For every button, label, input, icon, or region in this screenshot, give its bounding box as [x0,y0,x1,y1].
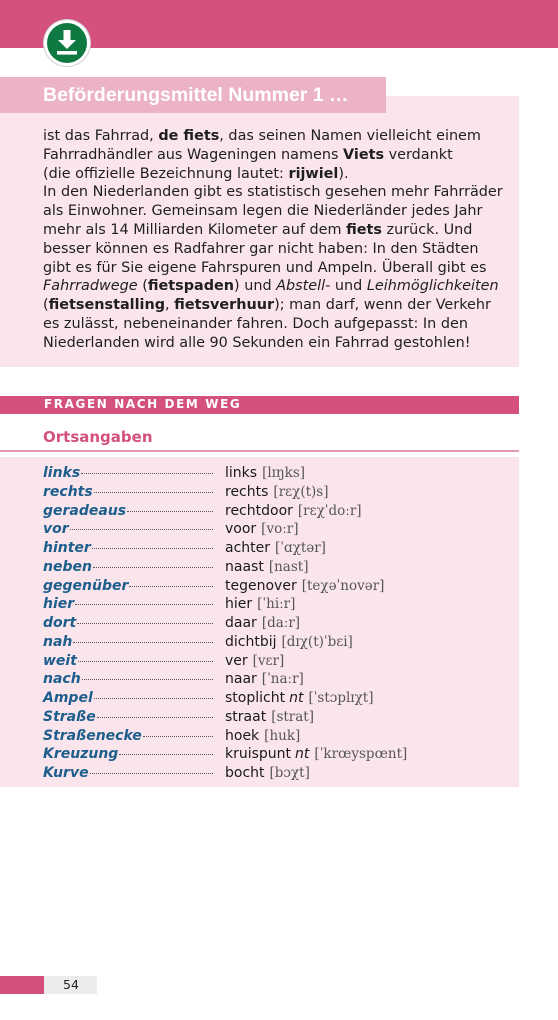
dot-leader [92,548,213,549]
dutch-cell [225,634,353,650]
german-word: dort [43,615,77,631]
german-cell [43,765,215,781]
dutch-cell [225,728,300,744]
vocab-row [43,728,513,747]
dutch-term: Viets [343,146,385,163]
vocab-row [43,690,513,709]
vocabulary-list [43,465,513,784]
dot-leader [77,623,213,624]
vocab-row [43,765,513,784]
page-number-bar [0,976,44,994]
text-run: ist das Fahrrad, [43,128,159,144]
vocab-row [43,578,513,597]
dutch-cell [225,521,298,537]
dot-leader [127,511,213,512]
dutch-cell [225,653,284,669]
vocab-row [43,540,513,559]
text-run: , das seinen Namen vielleicht einem Fahrradhändler aus Wageningen namens [43,128,481,163]
dutch-cell [225,746,407,762]
dutch-word: tegenover [225,577,297,594]
german-cell [43,709,215,725]
text-run: ) und [234,278,277,295]
dutch-word: hier [225,596,253,613]
page-number-box [44,976,97,994]
dutch-word: ver [225,652,248,669]
dutch-cell [225,709,314,725]
dot-leader [78,661,213,662]
german-word: nah [43,633,73,650]
german-cell [43,465,215,481]
vocab-row [43,596,513,615]
title-bar-extension [386,96,519,113]
dot-leader [81,473,213,474]
pronunciation: [rɛχˈdoːr] [297,502,362,519]
german-word: Straße [43,708,96,725]
dutch-term: rijwiel [288,165,339,182]
dutch-term: de fiets [158,128,220,144]
vocab-row [43,709,513,728]
dot-leader [97,717,213,718]
info-paragraph [43,127,508,183]
dot-leader [94,492,213,493]
german-cell [43,728,215,744]
vocab-row [43,559,513,578]
german-word: Kurve [43,765,89,781]
dutch-cell [225,690,374,706]
page-number: 54 [63,977,79,992]
pronunciation: [ˈhiːr] [257,596,296,613]
vocab-row [43,465,513,484]
vocab-row [43,746,513,765]
subheading: Ortsangaben [43,428,153,446]
pronunciation: [vɛr] [252,652,285,669]
dutch-term: fiets [346,221,382,238]
dutch-cell [225,671,304,687]
vocab-row [43,634,513,653]
text-run: , [165,297,175,314]
text-run: - und [325,278,367,295]
german-cell [43,690,215,706]
subheading-rule [0,450,519,452]
vocab-row [43,521,513,540]
dutch-word: naar [225,671,257,688]
box-title: Beförderungsmittel Nummer 1 … [43,84,349,106]
vocab-row [43,503,513,522]
german-word: Straßenecke [43,727,142,744]
dutch-word: straat [225,708,267,725]
download-badge[interactable] [44,20,90,66]
pronunciation: [ˈkrœyspœnt] [314,746,408,763]
dutch-cell [225,540,326,556]
dutch-cell [225,578,384,594]
german-cell [43,540,215,556]
dutch-cell [225,765,310,781]
section-header: FRAGEN NACH DEM WEG [44,397,242,411]
german-cell [43,503,215,519]
pronunciation: [ˈnaːr] [261,671,304,688]
dot-leader [73,642,213,643]
dutch-word: rechts [225,483,269,500]
pronunciation: [ˈɑχtər] [275,540,326,556]
german-word: gegenüber [43,577,129,594]
german-word: Ampel [43,690,93,706]
pronunciation: [rɛχ(t)s] [273,483,329,500]
dutch-word: dichtbij [225,633,277,650]
pronunciation: [teχəˈnovər] [301,577,385,594]
pronunciation: [daːr] [261,615,301,631]
text-run: zurück. Und besser können es Radfahrer gar nicht haben: In den Städten gibt es für Sie eigene Fahrspuren und Ampeln. Überall gibt es [43,221,487,276]
text-run: ( [137,278,148,295]
dot-leader [75,604,213,605]
german-term: Leihmöglichkeiten [366,278,499,295]
pronunciation: [dɪχ(t)ˈbɛi] [281,633,353,650]
pronunciation: [huk] [264,727,301,744]
vocab-row [43,653,513,672]
german-cell [43,746,215,762]
section-header-bar [0,396,519,414]
german-term: Fahrradwege [43,278,138,295]
info-text [43,127,508,353]
german-word: rechts [43,483,93,500]
german-word: geradeaus [43,502,127,519]
dutch-word: bocht [225,765,265,781]
dutch-word: daar [225,615,257,631]
dutch-word: links [225,465,258,481]
dutch-word: achter [225,540,271,556]
text-run: In den Niederlanden gibt es statistisch gesehen mehr Fahrräder als Einwohner. Gemeinsam legen die Niederländer jedes Jahr mehr als 14 Milliarden Kilometer auf dem [43,184,503,238]
text-run: ( [43,297,49,314]
dutch-word: stoplicht [225,690,286,706]
download-arrow-icon [44,20,90,66]
german-word: weit [43,652,77,669]
german-cell [43,484,215,500]
dot-leader [94,698,213,699]
german-cell [43,559,215,575]
pronunciation: [bɔχt] [269,765,310,781]
dot-leader [119,754,213,755]
pronunciation: [nast] [268,558,309,575]
dutch-term: fietsverhuur [174,297,275,314]
text-run: verdankt [384,146,453,163]
dot-leader [90,773,213,774]
dutch-word: naast [225,558,264,575]
dutch-cell [225,559,308,575]
vocab-row [43,615,513,634]
dutch-cell [225,503,362,519]
german-word: neben [43,558,92,575]
text-run: (die offizielle Bezeichnung lautet: [43,165,289,182]
german-word: hier [43,596,75,613]
dutch-term: fietspaden [147,278,235,295]
text-run: ). [338,165,349,182]
vocab-row [43,671,513,690]
pronunciation: [strat] [271,708,315,725]
german-word: Kreuzung [43,746,119,763]
dutch-cell [225,465,305,481]
german-cell [43,521,215,537]
german-cell [43,596,215,612]
dutch-cell [225,484,328,500]
pronunciation: [ˈstɔplɪχt] [308,690,374,706]
dot-leader [82,679,213,680]
dutch-term: fietsenstalling [48,297,166,314]
gender-note: nt [289,690,304,706]
pronunciation: [voːr] [261,521,299,538]
pronunciation: [lɪŋks] [262,465,306,481]
dutch-word: voor [225,521,257,538]
title-bar [0,77,386,113]
german-cell [43,671,215,687]
german-cell [43,615,215,631]
dutch-word: kruispunt [225,746,292,763]
dot-leader [70,529,213,530]
gender-note: nt [295,746,310,763]
vocab-row [43,484,513,503]
dutch-cell [225,615,300,631]
german-word: vor [43,521,69,538]
german-cell [43,578,215,594]
dutch-cell [225,596,295,612]
dot-leader [143,736,213,737]
german-word: links [43,465,81,481]
dutch-word: hoek [225,727,260,744]
german-word: hinter [43,540,91,556]
german-cell [43,653,215,669]
dot-leader [93,567,213,568]
info-paragraph [43,183,508,352]
german-term: Abstell [276,278,326,295]
german-word: nach [43,671,81,688]
dutch-word: rechtdoor [225,502,293,519]
dot-leader [129,586,213,587]
text-run: ); man darf, wenn der Verkehr es zulässt, nebeneinander fahren. Doch aufgepasst: In den Niederlanden wird alle 90 Sekunden ein Fahrrad gestohlen! [43,297,491,351]
german-cell [43,634,215,650]
